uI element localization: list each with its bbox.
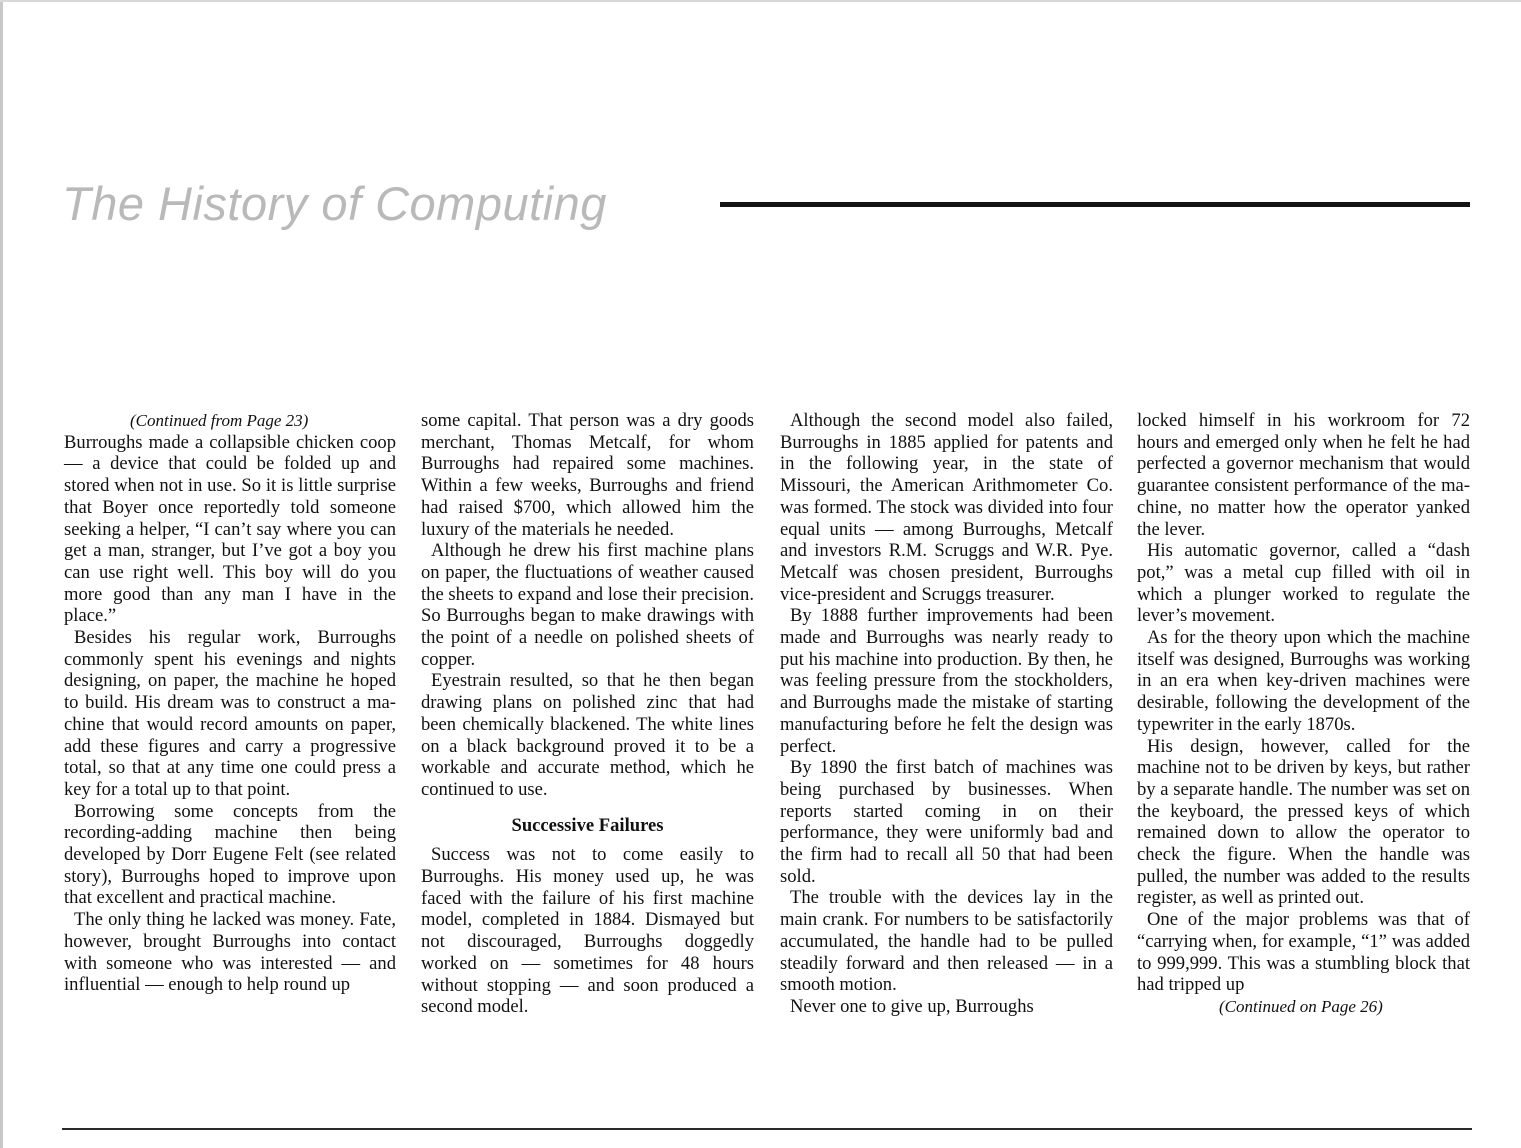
article-column-2 (421, 410, 754, 1110)
footer-rule (62, 1128, 1472, 1130)
paragraph: Although he drew his first machine plans on paper, the fluctuations of weather caused the sheets to expand and lose their precision. So Burroughs began to make drawings with the point of a needle on polished sheets of copper. (421, 540, 754, 670)
paragraph: Burroughs made a collapsible chicken coop — a device that could be folded up and stored when not in use. So it is little surprise that Boyer once reportedly told someone seeking a helper, “I can’t say where you can get a man, stranger, but I’ve got a boy you can use right well. This boy will do you more good than any man I have in the place.” (64, 431, 396, 627)
paragraph: Success was not to come easily to Burroughs. His money used up, he was faced with the failure of his first machine model, completed in 1884. Dismayed but not discouraged, Burroughs doggedly worked on — sometimes for 48 hours without stopping — and soon produced a second model. (421, 844, 754, 1018)
subheading: Successive Failures (511, 814, 664, 836)
paragraph: The only thing he lacked was money. Fate, however, brought Burroughs into contact with someone who was interested — and influential — enough to help round up (64, 909, 396, 996)
continued-from-note: (Continued from Page 23) (130, 411, 309, 430)
section-header (62, 168, 1472, 238)
paragraph: Never one to give up, Burroughs (790, 995, 1034, 1017)
paragraph: As for the theory upon which the machine itself was designed, Burroughs was working in an era when key-driven machines were desirable, following the development of the typewriter in the early 1870s. (1137, 627, 1470, 735)
paragraph: Besides his regular work, Burroughs commonly spent his evenings and nights designing, on paper, the machine he hoped to build. His dream was to construct a machine that would record amounts on paper, add these figures and carry a progressive total, so that at any time one could press a key for a total up to that point. (64, 627, 396, 800)
paragraph: Borrowing some concepts from the recording-adding machine then being developed by Dorr Eugene Felt (see related story), Burroughs hoped to improve upon that excellent and practical machine. (64, 800, 396, 909)
paragraph: The trouble with the devices lay in the main crank. For numbers to be satisfactorily accumulated, the handle had to be pulled steadily forward and then released — in a smooth motion. (780, 887, 1113, 996)
page-edge-top (0, 0, 1521, 2)
paragraph: Eyestrain resulted, so that he then began drawing plans on polished zinc that had been chemically blackened. The white lines on a black background proved it to be a workable and accurate method, which he continued to use. (421, 670, 754, 800)
article-column-1 (64, 410, 396, 1110)
paragraph: His design, however, called for the machine not to be driven by keys, but rather by a separate handle. The number was set on the keyboard, the pressed keys of which remained down to allow the operator to check the figure. When the handle was pulled, the number was added to the results register, as well as printed out. (1137, 735, 1470, 909)
paragraph: His automatic governor, called a “dash pot,” was a metal cup filled with oil in which a plunger worked to regulate the lever’s movement. (1137, 540, 1470, 627)
paragraph: One of the major problems was that of “carrying when, for example, “1” was added to 999,999. This was a stumbling block that had tripped up (1137, 909, 1470, 996)
page-edge-left (0, 0, 3, 1148)
paragraph: locked himself in his workroom for 72 hours and emerged only when he felt he had perfected a governor mechanism that would guarantee consistent performance of the machine, no matter how the operator yanked the lever. (1137, 410, 1470, 540)
article-column-4 (1137, 410, 1470, 1110)
paragraph: By 1888 further improvements had been made and Burroughs was nearly ready to put his machine into production. By then, he was feeling pressure from the stockholders, and Burroughs made the mistake of starting manufacturing before he felt the design was perfect. (780, 605, 1113, 757)
paragraph: Although the second model also failed, Burroughs in 1885 applied for patents and in the following year, in the state of Missouri, the American Arithmometer Co. was formed. The stock was divided into four equal units — among Burroughs, Metcalf and investors R.M. Scruggs and W.R. Pye. Metcalf was chosen president, Burroughs vice-president and Scruggs treasurer. (780, 410, 1113, 605)
paragraph: By 1890 the first batch of machines was being purchased by businesses. When reports started coming in on their performance, they were uniformly bad and the firm had to recall all 50 that had been sold. (780, 757, 1113, 887)
paragraph: some capital. That person was a dry goods merchant, Thomas Metcalf, for whom Burroughs had repaired some machines. Within a few weeks, Burroughs and friend had raised $700, which allowed him the luxury of the materials he needed. (421, 410, 754, 540)
continued-on-note: (Continued on Page 26) (1219, 996, 1383, 1016)
section-title: The History of Computing (62, 177, 607, 230)
article-column-3 (780, 410, 1113, 1110)
header-rule (720, 202, 1470, 207)
